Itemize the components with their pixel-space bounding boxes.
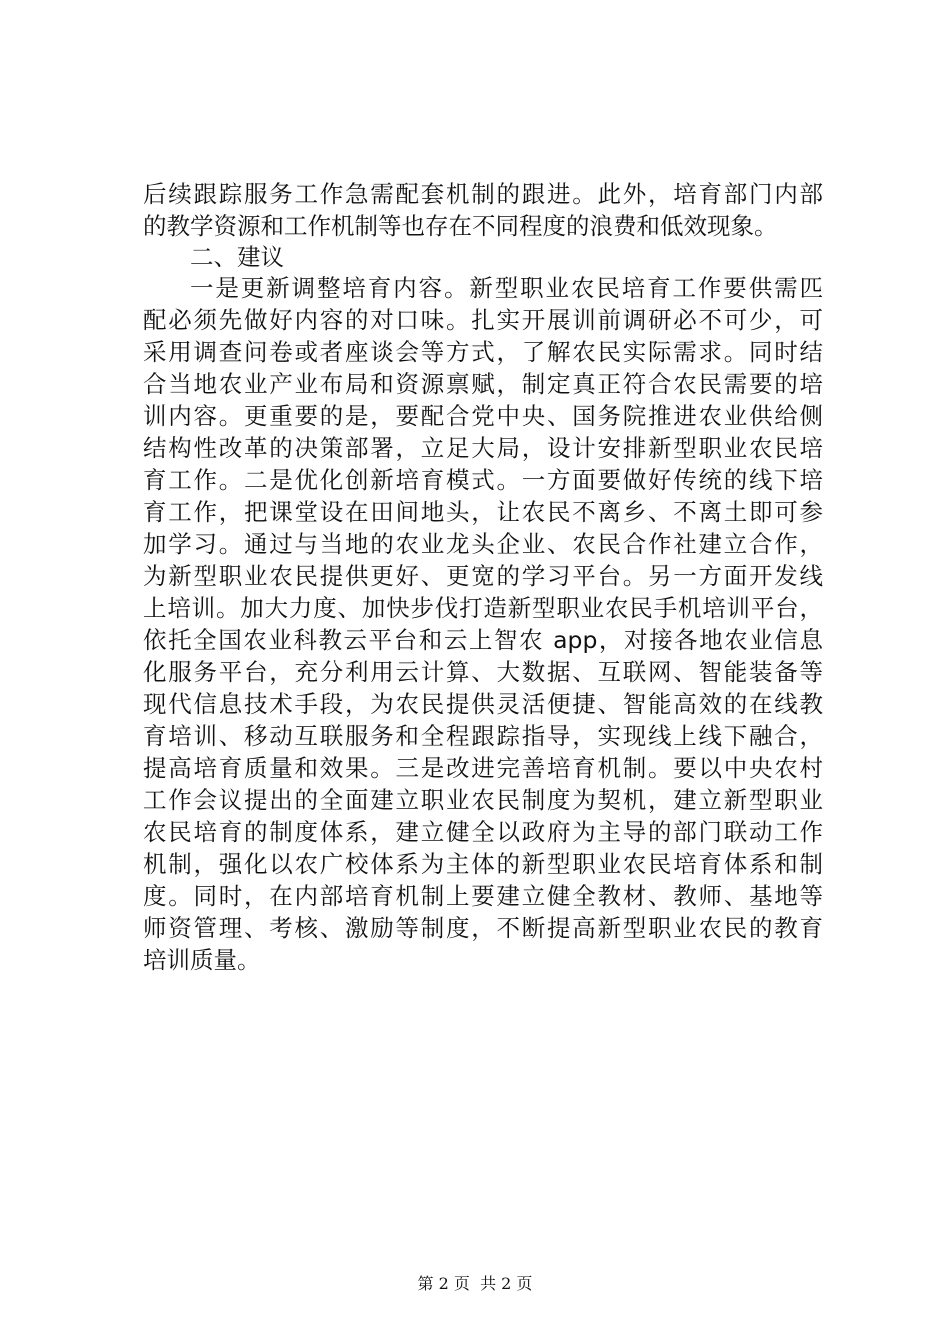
body-line: 后续跟踪服务工作急需配套机制的跟进。此外，培育部门内部 (143, 180, 823, 208)
body-line: 育工作，把课堂设在田间地头，让农民不离乡、不离土即可参 (143, 498, 823, 526)
body-line: 训内容。更重要的是，要配合党中央、国务院推进农业供给侧 (143, 402, 823, 430)
body-line: 提高培育质量和效果。三是改进完善培育机制。要以中央农村 (143, 754, 823, 782)
body-line: 机制，强化以农广校体系为主体的新型职业农民培育体系和制 (143, 850, 823, 878)
body-line: 配必须先做好内容的对口味。扎实开展训前调研必不可少，可 (143, 306, 823, 334)
body-line: 育培训、移动互联服务和全程跟踪指导，实现线上线下融合， (143, 722, 823, 750)
page-number-label: 第 2 页 共 2 页 (417, 1274, 533, 1293)
body-line: 依托全国农业科教云平台和云上智农 app，对接各地农业信息 (143, 626, 823, 654)
body-line: 采用调查问卷或者座谈会等方式，了解农民实际需求。同时结 (143, 338, 823, 366)
body-line: 的教学资源和工作机制等也存在不同程度的浪费和低效现象。 (143, 212, 778, 240)
body-line: 工作会议提出的全面建立职业农民制度为契机，建立新型职业 (143, 786, 823, 814)
section-heading: 二、建议 (190, 243, 284, 271)
body-line: 结构性改革的决策部署，立足大局，设计安排新型职业农民培 (143, 434, 823, 462)
body-line: 培训质量。 (143, 946, 261, 974)
body-line: 师资管理、考核、激励等制度，不断提高新型职业农民的教育 (143, 914, 823, 942)
body-line: 为新型职业农民提供更好、更宽的学习平台。另一方面开发线 (143, 562, 823, 590)
body-line: 育工作。二是优化创新培育模式。一方面要做好传统的线下培 (143, 466, 823, 494)
body-line: 加学习。通过与当地的农业龙头企业、农民合作社建立合作， (143, 530, 823, 558)
body-line: 农民培育的制度体系，建立健全以政府为主导的部门联动工作 (143, 818, 823, 846)
body-line: 一是更新调整培育内容。新型职业农民培育工作要供需匹 (190, 274, 823, 302)
body-line: 上培训。加大力度、加快步伐打造新型职业农民手机培训平台， (143, 594, 823, 622)
body-line: 合当地农业产业布局和资源禀赋，制定真正符合农民需要的培 (143, 370, 823, 398)
body-line: 度。同时，在内部培育机制上要建立健全教材、教师、基地等 (143, 882, 823, 910)
page-footer (0, 1274, 950, 1294)
body-line: 化服务平台，充分利用云计算、大数据、互联网、智能装备等 (143, 658, 823, 686)
body-line: 现代信息技术手段，为农民提供灵活便捷、智能高效的在线教 (143, 690, 823, 718)
